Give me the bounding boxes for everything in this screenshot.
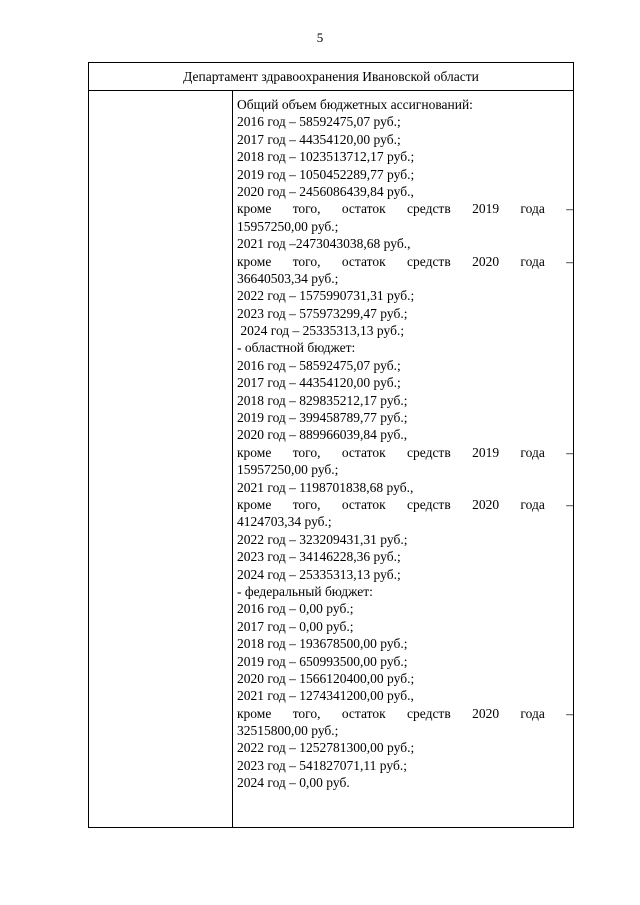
text-line bbox=[237, 253, 573, 270]
line-word: года bbox=[520, 253, 545, 269]
line-word: того, bbox=[292, 253, 321, 269]
line-word: средств bbox=[407, 705, 451, 721]
text-line: 2016 год – 0,00 руб.; bbox=[237, 601, 354, 617]
text-line: 2022 год – 1252781300,00 руб.; bbox=[237, 740, 415, 756]
line-word: года bbox=[520, 444, 545, 460]
text-line: 2017 год – 44354120,00 руб.; bbox=[237, 131, 401, 147]
line-word: средств bbox=[407, 444, 451, 460]
line-word: 2020 bbox=[472, 705, 500, 721]
text-line: 2021 год – 1198701838,68 руб., bbox=[237, 479, 414, 495]
text-line: 2016 год – 58592475,07 руб.; bbox=[237, 114, 401, 130]
text-line: 2018 год – 1023513712,17 руб.; bbox=[237, 149, 415, 165]
text-line: 2019 год – 1050452289,77 руб.; bbox=[237, 166, 415, 182]
text-line: 2017 год – 0,00 руб.; bbox=[237, 618, 354, 634]
line-word: того, bbox=[292, 444, 321, 460]
text-line: - федеральный бюджет: bbox=[237, 583, 373, 599]
text-line: 15957250,00 руб.; bbox=[237, 462, 339, 478]
text-line: 2024 год – 25335313,13 руб.; bbox=[237, 323, 405, 339]
line-word: остаток bbox=[341, 705, 386, 721]
text-line: 2020 год – 2456086439,84 руб., bbox=[237, 183, 414, 199]
text-line: 2023 год – 575973299,47 руб.; bbox=[237, 305, 408, 321]
text-line: 2018 год – 193678500,00 руб.; bbox=[237, 636, 408, 652]
text-line: - областной бюджет: bbox=[237, 340, 356, 356]
text-line bbox=[237, 496, 573, 513]
table-header: Департамент здравоохранения Ивановской области bbox=[89, 63, 573, 91]
line-word: – bbox=[566, 705, 573, 721]
text-line: 2022 год – 323209431,31 руб.; bbox=[237, 531, 408, 547]
text-line: 15957250,00 руб.; bbox=[237, 218, 339, 234]
text-line: 36640503,34 руб.; bbox=[237, 270, 339, 286]
text-line: 4124703,34 руб.; bbox=[237, 514, 332, 530]
text-line: 2024 год – 25335313,13 руб.; bbox=[237, 566, 401, 582]
line-word: – bbox=[566, 253, 573, 269]
line-word: остаток bbox=[341, 496, 386, 512]
line-word: кроме bbox=[237, 444, 272, 460]
text-line: 2023 год – 541827071,11 руб.; bbox=[237, 757, 407, 773]
line-word: кроме bbox=[237, 705, 272, 721]
line-word: средств bbox=[407, 253, 451, 269]
line-word: – bbox=[566, 201, 573, 217]
line-word: – bbox=[566, 444, 573, 460]
text-line: 2023 год – 34146228,36 руб.; bbox=[237, 549, 401, 565]
text-line: 2016 год – 58592475,07 руб.; bbox=[237, 357, 401, 373]
line-word: остаток bbox=[341, 253, 386, 269]
line-word: года bbox=[520, 201, 545, 217]
line-word: 2020 bbox=[472, 496, 500, 512]
text-line bbox=[237, 200, 573, 217]
text-line: 2021 год – 1274341200,00 руб., bbox=[237, 688, 414, 704]
line-word: остаток bbox=[341, 201, 386, 217]
budget-table bbox=[88, 62, 574, 828]
text-line: 2022 год – 1575990731,31 руб.; bbox=[237, 288, 415, 304]
line-word: того, bbox=[292, 705, 321, 721]
text-line: Общий объем бюджетных ассигнований: bbox=[237, 97, 473, 112]
line-word: того, bbox=[292, 201, 321, 217]
line-word: года bbox=[520, 705, 545, 721]
text-line bbox=[237, 705, 573, 722]
line-word: 2020 bbox=[472, 253, 500, 269]
text-line: 2017 год – 44354120,00 руб.; bbox=[237, 375, 401, 391]
line-word: – bbox=[566, 496, 573, 512]
line-word: кроме bbox=[237, 496, 272, 512]
text-line: 2019 год – 650993500,00 руб.; bbox=[237, 653, 408, 669]
line-word: средств bbox=[407, 496, 451, 512]
table-left-cell bbox=[89, 91, 233, 827]
text-line: 32515800,00 руб.; bbox=[237, 723, 339, 739]
text-line bbox=[237, 444, 573, 461]
line-word: остаток bbox=[341, 444, 386, 460]
table-right-cell bbox=[237, 96, 573, 792]
line-word: того, bbox=[292, 496, 321, 512]
line-word: 2019 bbox=[472, 444, 500, 460]
text-line: 2019 год – 399458789,77 руб.; bbox=[237, 410, 408, 426]
text-line: 2020 год – 889966039,84 руб., bbox=[237, 427, 408, 443]
text-line: 2024 год – 0,00 руб. bbox=[237, 775, 350, 791]
line-word: кроме bbox=[237, 253, 272, 269]
line-word: средств bbox=[407, 201, 451, 217]
line-word: кроме bbox=[237, 201, 272, 217]
page-number: 5 bbox=[316, 30, 324, 45]
text-line: 2021 год –2473043038,68 руб., bbox=[237, 236, 411, 252]
line-word: года bbox=[520, 496, 545, 512]
text-line: 2018 год – 829835212,17 руб.; bbox=[237, 392, 408, 408]
line-word: 2019 bbox=[472, 201, 500, 217]
text-line: 2020 год – 1566120400,00 руб.; bbox=[237, 670, 415, 686]
